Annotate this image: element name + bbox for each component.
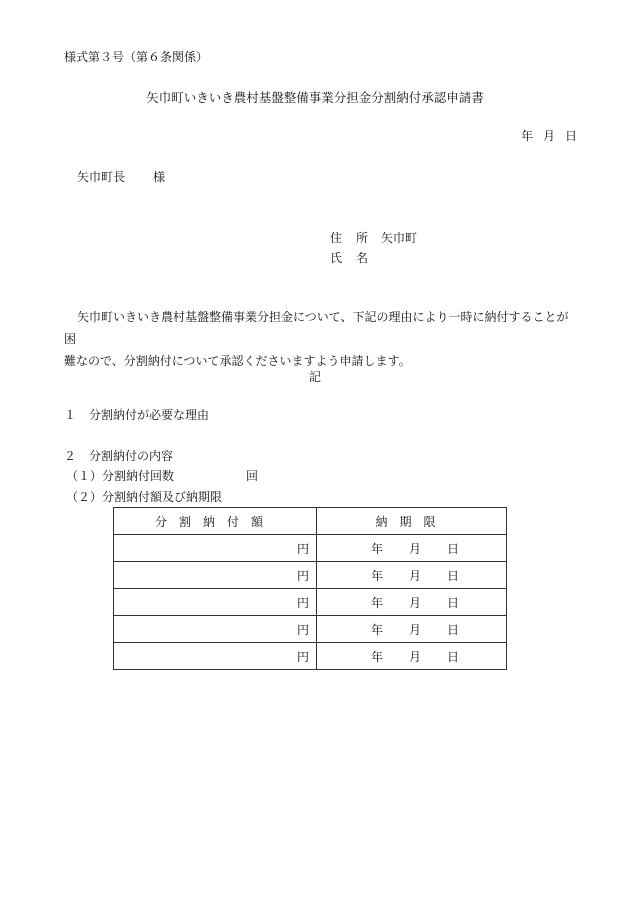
table-row — [114, 616, 507, 643]
deadline-month: 月 — [409, 622, 422, 637]
deadline-month: 月 — [409, 595, 422, 610]
deadline-day: 日 — [447, 649, 460, 664]
deadline-month: 月 — [409, 649, 422, 664]
amount-cell[interactable]: 円 — [114, 562, 317, 589]
installment-table — [113, 507, 507, 670]
installment-count-unit: 回 — [246, 469, 259, 483]
address-label-b: 所 — [356, 231, 369, 245]
item-reason — [64, 407, 209, 423]
date-year: 年 — [521, 129, 534, 143]
amount-cell[interactable]: 円 — [114, 643, 317, 670]
table-header-row — [114, 508, 507, 535]
form-number: 様式第３号（第６条関係） — [64, 50, 209, 64]
item-label: 分割納付の内容 — [89, 449, 174, 463]
deadline-year: 年 — [371, 541, 384, 556]
addressee — [77, 169, 165, 185]
deadline-cell[interactable] — [317, 589, 507, 616]
deadline-day: 日 — [447, 568, 460, 583]
document-title: 矢巾町いきいき農村基盤整備事業分担金分割納付承認申請書 — [146, 90, 484, 105]
item-label: 分割納付が必要な理由 — [89, 408, 210, 422]
deadline-cell[interactable] — [317, 535, 507, 562]
date-line — [521, 128, 577, 144]
item-number: １ — [64, 408, 77, 422]
date-day: 日 — [565, 129, 578, 143]
table-row — [114, 643, 507, 670]
deadline-day: 日 — [447, 541, 460, 556]
deadline-year: 年 — [371, 649, 384, 664]
name-label-a: 氏 — [330, 251, 343, 265]
name-label — [330, 250, 368, 266]
name-label-b: 名 — [356, 251, 369, 265]
deadline-year: 年 — [371, 595, 384, 610]
date-month: 月 — [543, 129, 556, 143]
deadline-year: 年 — [371, 568, 384, 583]
table-row — [114, 562, 507, 589]
addressee-name: 矢巾町長 — [77, 170, 126, 184]
deadline-month: 月 — [409, 568, 422, 583]
request-body — [64, 306, 574, 372]
header-deadline: 納期限 — [317, 508, 507, 535]
address-value: 矢巾町 — [381, 231, 418, 245]
item-number: ２ — [64, 449, 77, 463]
amount-cell[interactable]: 円 — [114, 589, 317, 616]
deadline-cell[interactable] — [317, 562, 507, 589]
body-line-2: 難なので、分割納付について承認くださいますよう申請します。 — [64, 354, 411, 368]
installment-schedule-label: （２）分割納付額及び納期限 — [66, 490, 223, 504]
amount-cell[interactable]: 円 — [114, 535, 317, 562]
item-content — [64, 448, 173, 464]
amount-cell[interactable]: 円 — [114, 616, 317, 643]
table-row — [114, 589, 507, 616]
deadline-month: 月 — [409, 541, 422, 556]
ki-heading: 記 — [308, 370, 321, 384]
deadline-year: 年 — [371, 622, 384, 637]
header-amount: 分割納付額 — [114, 508, 317, 535]
deadline-cell[interactable] — [317, 643, 507, 670]
deadline-day: 日 — [447, 622, 460, 637]
address-label-a: 住 — [330, 231, 343, 245]
addressee-honorific: 様 — [153, 170, 166, 184]
deadline-cell[interactable] — [317, 616, 507, 643]
table-row — [114, 535, 507, 562]
deadline-day: 日 — [447, 595, 460, 610]
address-label — [330, 230, 368, 246]
installment-count-label: （１）分割納付回数 — [66, 469, 175, 483]
body-line-1: 矢巾町いきいき農村基盤整備事業分担金について、下記の理由により一時に納付することが困 — [64, 310, 569, 346]
